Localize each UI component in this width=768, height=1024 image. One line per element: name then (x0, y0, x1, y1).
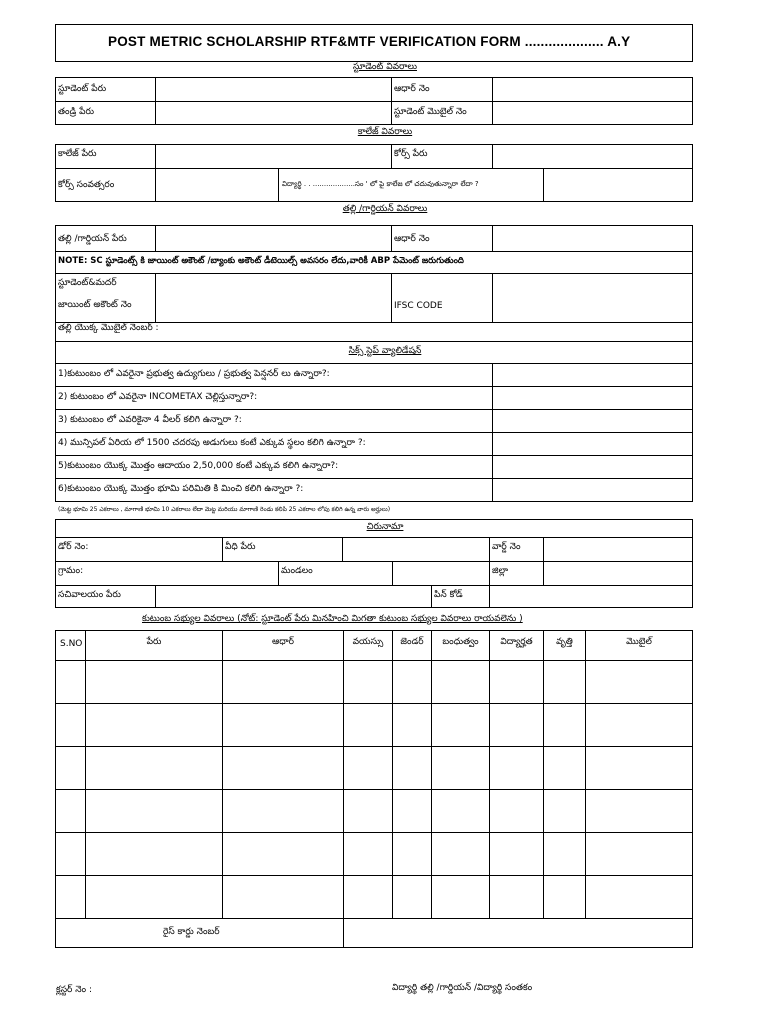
family-member-row[interactable] (56, 747, 692, 788)
course-year-field[interactable] (156, 169, 277, 201)
mother-mobile-label: తల్లి యొక్క మొబైల్ నెంబర్ : (58, 323, 159, 333)
family-member-row[interactable] (56, 790, 692, 831)
course-name-field[interactable] (493, 145, 692, 167)
family-section-heading: కుటుంబ సభ్యుల వివరాలు (నోట్: స్టూడెంట్ పేరు మినహించి మిగతా కుటుంబ సభ్యుల వివరాలు రాయవలెను ) (142, 614, 523, 624)
land-footnote: (మెట్ట భూమి 25 ఎకరాలు , మాగాణి భూమి 10 ఎకరాలు లేదా మెట్ట మరియు మాగాణి రెండు కలిపి 25 ఎకరాల లోపు కలిగి ఉన్న వారు అర్హులు) (58, 506, 391, 513)
six-step-answer-4[interactable] (493, 433, 692, 454)
family-member-row[interactable] (56, 704, 692, 745)
guardian-name-field[interactable] (156, 226, 390, 250)
address-section-heading: చిరునామా (366, 522, 404, 532)
district-label: జిల్లా (492, 566, 509, 576)
column-header-gender: జెండర్ (400, 637, 424, 647)
joint-account-field[interactable] (156, 274, 390, 321)
six-step-answer-3[interactable] (493, 410, 692, 431)
family-member-row[interactable] (56, 876, 692, 917)
door-number-label: డోర్ నెం: (58, 542, 89, 552)
secretariat-name-field[interactable] (156, 586, 430, 607)
six-step-answer-5[interactable] (493, 456, 692, 477)
college-name-label: కాలేజ్ పేరు (58, 149, 97, 159)
student-mobile-label: స్టూడెంట్ మొబైల్ నెం (394, 107, 467, 117)
street-name-label: వీధి పేరు (225, 542, 256, 552)
column-header-occupation: వృత్తి (556, 637, 573, 647)
six-step-answer-2[interactable] (493, 387, 692, 408)
street-name-field[interactable] (343, 538, 488, 560)
father-name-label: తండ్రి పేరు (58, 107, 94, 117)
secretariat-name-label: సచివాలయం పేరు (58, 590, 121, 600)
village-label: గ్రామం: (58, 566, 84, 576)
six-step-question-4: 4) మున్సిపల్ ఏరియ లో 1500 చదరపు అడుగులు కంటే ఎక్కువ స్థలం కలిగి ఉన్నారా ?: (58, 438, 366, 448)
course-year-label: కోర్స్ సంవత్సరం (58, 180, 115, 190)
joint-account-label-line1: స్టూడెంట్&మదర్ (58, 278, 117, 288)
district-field[interactable] (544, 562, 692, 584)
column-header-mobile: మొబైల్ (626, 637, 652, 647)
six-step-answer-1[interactable] (493, 364, 692, 385)
form-title: POST METRIC SCHOLARSHIP RTF&MTF VERIFICATION FORM .................... A.Y (108, 34, 631, 49)
father-name-field[interactable] (156, 102, 390, 124)
column-header-aadhar: ఆధార్ (272, 637, 294, 647)
column-header-age: వయస్సు (352, 637, 384, 647)
student-name-field[interactable] (156, 78, 390, 100)
six-step-question-3: 3) కుటుంబం లో ఎవరికైనా 4 వీలర్ కలిగి ఉన్నారా ?: (58, 415, 242, 425)
pin-code-field[interactable] (490, 586, 692, 607)
college-name-field[interactable] (156, 145, 390, 167)
student-aadhar-label: ఆధార్ నెం (394, 84, 430, 94)
student-section-heading: స్టూడెంట్ వివరాలు (353, 62, 417, 72)
rice-card-label: రైస్ కార్డు నెంబర్ (163, 927, 220, 937)
ward-number-label: వార్డ్ నెం (492, 542, 521, 552)
guardian-name-label: తల్లి /గార్డియన్ పేరు (58, 234, 127, 244)
ifsc-field[interactable] (493, 274, 692, 321)
family-member-row[interactable] (56, 661, 692, 702)
sc-note: NOTE: SC స్టూడెంట్స్ కి జాయింట్ అకౌంట్ /బ్యాంకు అకౌంట్ డీటెయిల్స్ అవసరం లేదు,వారికీ ABP పేమెంట్ జరుగుతుంది (58, 256, 464, 266)
mandal-field[interactable] (393, 562, 488, 584)
six-step-answer-6[interactable] (493, 479, 692, 501)
column-header-relation: బంధుత్వం (442, 637, 479, 647)
six-step-question-5: 5)కుటుంబం యొక్క మొత్తం ఆదాయం 2,50,000 కంటే ఎక్కువ కలిగి ఉన్నారా?: (58, 461, 339, 471)
guardian-aadhar-label: ఆధార్ నెం (394, 234, 430, 244)
parent-section-heading: తల్లి /గార్డియన్ వివరాలు (342, 204, 428, 214)
column-header-qualification: విద్యార్హత (500, 637, 533, 647)
college-section-heading: కాలేజ్ వివరాలు (357, 127, 413, 137)
guardian-aadhar-field[interactable] (493, 226, 692, 250)
joint-account-label-line2: జాయింట్ అకౌంట్ నెం (58, 300, 132, 310)
column-header-sno: S.NO (60, 639, 83, 649)
ward-number-field[interactable] (544, 538, 692, 560)
studying-answer-field[interactable] (544, 169, 692, 201)
six-step-question-6: 6)కుటుంబం యొక్క మొత్తం భూమి పరిమితి కి మించి కలిగి ఉన్నారా ?: (58, 484, 304, 494)
mandal-label: మండలం (281, 566, 313, 576)
six-step-heading: సిక్స్ స్టెప్ వ్యాలిడేషన్ (348, 346, 422, 356)
ifsc-label: IFSC CODE (394, 301, 443, 311)
signature-label: విద్యార్థి తల్లి /గార్డియన్ /విద్యార్థి సంతకం (392, 983, 533, 993)
column-header-name: పేరు (146, 637, 162, 647)
six-step-question-1: 1)కుటుంబం లో ఎవరైనా ప్రభుత్వ ఉద్యుగులు / ప్రభుత్వ పెన్షనర్ లు ఉన్నారా?: (58, 369, 330, 379)
cluster-number-label: క్లస్టర్ నెం : (56, 985, 92, 995)
student-aadhar-field[interactable] (493, 78, 692, 100)
course-name-label: కోర్స్ పేరు (394, 149, 428, 159)
six-step-question-2: 2) కుటుంబం లో ఎవరైనా INCOMETAX చెల్లిస్తున్నారా?: (58, 392, 258, 402)
studying-question: విద్యార్థి . . ...................సం ' లో పై కాలేజ లో చదువుతున్నారా లేదా ? (282, 180, 479, 188)
family-member-row[interactable] (56, 833, 692, 874)
student-name-label: స్టూడెంట్ పేరు (58, 84, 107, 94)
rice-card-field[interactable] (344, 919, 692, 947)
pin-code-label: పిన్ కోడ్ (434, 590, 463, 600)
student-mobile-field[interactable] (493, 102, 692, 124)
